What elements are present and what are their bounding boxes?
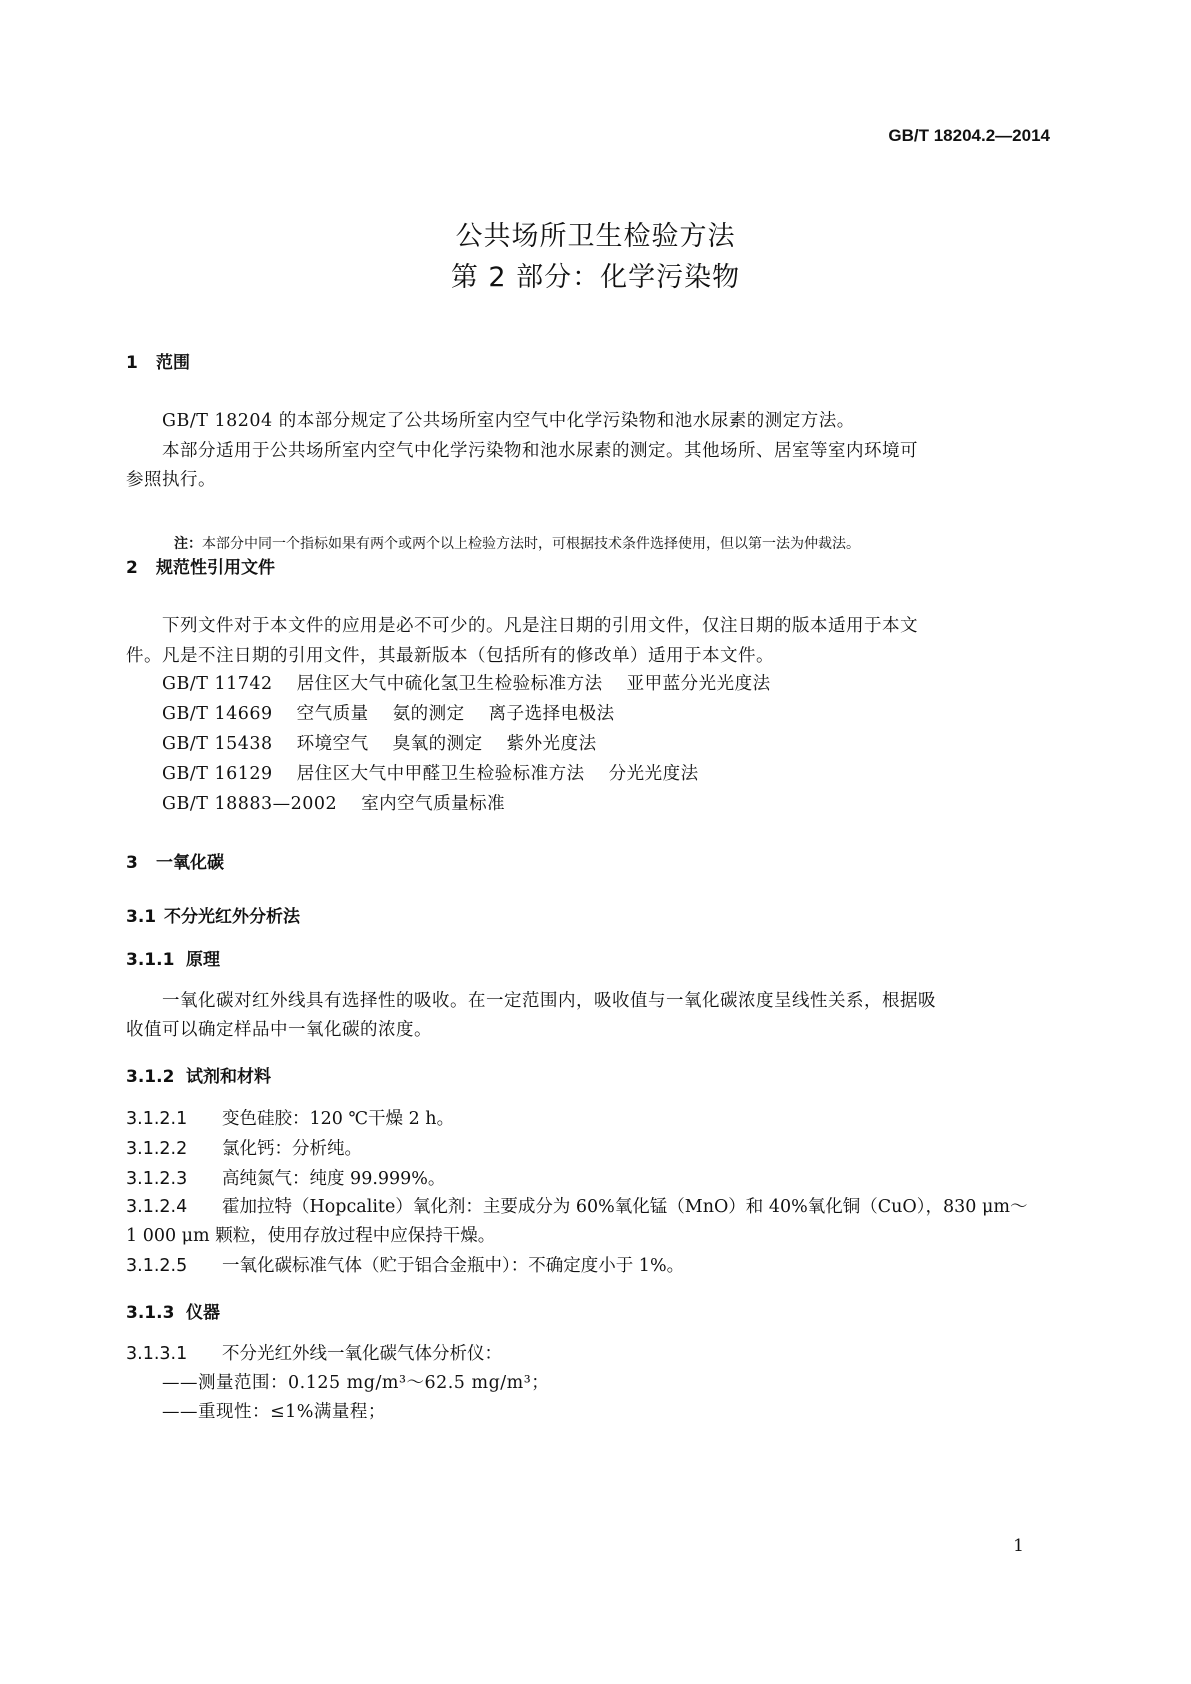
item-number: 3.1.2.3: [126, 1169, 188, 1189]
item-number: 3.1.2.4: [126, 1197, 188, 1217]
reference-title: 居住区大气中甲醛卫生检验标准方法: [296, 764, 585, 784]
paragraph: 收值可以确定样品中一氧化碳的浓度。: [126, 1020, 432, 1040]
paragraph: 本部分适用于公共场所室内空气中化学污染物和池水尿素的测定。其他场所、居室等室内环境可: [162, 441, 918, 461]
page-subtitle: 第 2 部分：化学污染物: [450, 262, 741, 293]
reference-code: GB/T 14669: [162, 704, 273, 724]
reference-item: [162, 700, 615, 725]
list-item: [126, 1340, 502, 1365]
section-number: 3.1.3: [126, 1303, 175, 1323]
note-label: 注：: [174, 536, 202, 552]
section-title: 规范性引用文件: [156, 558, 275, 578]
reference-item: [162, 730, 597, 755]
reference-title: 空气质量: [296, 704, 369, 724]
bullet-item: ——测量范围：0.125 mg/m³～62.5 mg/m³；: [162, 1373, 550, 1393]
reference-code: GB/T 11742: [162, 674, 273, 694]
section-title: 原理: [186, 950, 220, 970]
section-number: 3.1: [126, 907, 157, 927]
paragraph: GB/T 18204 的本部分规定了公共场所室内空气中化学污染物和池水尿素的测定方法。: [162, 411, 855, 431]
section-1-heading: [126, 348, 190, 373]
section-title: 试剂和材料: [186, 1067, 271, 1087]
reference-title: 紫外光度法: [506, 734, 597, 754]
item-text: 霍加拉特（Hopcalite）氧化剂：主要成分为 60%氧化锰（MnO）和 40%氧化铜（CuO），830 μm～: [222, 1197, 1028, 1217]
item-number: 3.1.2.5: [126, 1256, 188, 1276]
section-number: 3: [126, 853, 138, 873]
reference-code: GB/T 18883—2002: [162, 794, 338, 814]
section-number: 3.1.1: [126, 950, 175, 970]
item-text: 高纯氮气：纯度 99.999%。: [222, 1169, 446, 1189]
paragraph: 下列文件对于本文件的应用是必不可少的。凡是注日期的引用文件，仅注日期的版本适用于本文: [162, 616, 918, 636]
list-item-continuation: [126, 1222, 495, 1247]
section-title: 仪器: [186, 1303, 220, 1323]
section-number: 1: [126, 353, 138, 373]
section-number: 2: [126, 558, 138, 578]
list-item: [126, 1165, 445, 1190]
section-3-1-3-heading: [126, 1298, 220, 1323]
section-number: 3.1.2: [126, 1067, 175, 1087]
reference-code: GB/T 16129: [162, 764, 273, 784]
reference-title: 亚甲蓝分光光度法: [626, 674, 771, 694]
section-title: 范围: [156, 353, 190, 373]
page-number: 1: [1013, 1536, 1024, 1556]
item-number: 3.1.3.1: [126, 1344, 188, 1364]
reference-title: 居住区大气中硫化氢卫生检验标准方法: [296, 674, 603, 694]
reference-item: [162, 760, 699, 785]
item-text: 一氧化碳标准气体（贮于铝合金瓶中）：不确定度小于 1%。: [222, 1256, 685, 1276]
note-text: 本部分中同一个指标如果有两个或两个以上检验方法时，可根据技术条件选择使用，但以第一法为仲裁法。: [202, 536, 860, 552]
section-title: 不分光红外分析法: [164, 907, 300, 927]
section-3-1-1-heading: [126, 945, 220, 970]
section-2-heading: [126, 553, 275, 578]
list-item: [126, 1193, 1027, 1218]
section-title: 一氧化碳: [156, 853, 224, 873]
reference-code: GB/T 15438: [162, 734, 273, 754]
reference-item: [162, 790, 505, 815]
list-item: [126, 1105, 454, 1130]
section-3-1-2-heading: [126, 1062, 271, 1087]
item-text: 变色硅胶：120 ℃干燥 2 h。: [222, 1109, 455, 1129]
reference-title: 环境空气: [296, 734, 369, 754]
page-title: 公共场所卫生检验方法: [455, 221, 736, 252]
paragraph: 参照执行。: [126, 470, 216, 490]
list-item: [126, 1252, 684, 1277]
section-3-1-heading: [126, 902, 300, 927]
standard-number: GB/T 18204.2—2014: [888, 126, 1050, 145]
item-text: 氯化钙：分析纯。: [222, 1139, 362, 1159]
reference-title: 臭氧的测定: [392, 734, 483, 754]
reference-title: 氨的测定: [392, 704, 465, 724]
section-3-heading: [126, 848, 224, 873]
reference-item: [162, 670, 771, 695]
reference-title: 分光光度法: [608, 764, 699, 784]
paragraph: 一氧化碳对红外线具有选择性的吸收。在一定范围内，吸收值与一氧化碳浓度呈线性关系，根据吸: [162, 991, 936, 1011]
reference-title: 室内空气质量标准: [361, 794, 506, 814]
item-text: 不分光红外线一氧化碳气体分析仪：: [222, 1344, 502, 1364]
reference-title: 离子选择电极法: [488, 704, 615, 724]
note: [174, 533, 860, 553]
item-number: 3.1.2.1: [126, 1109, 188, 1129]
bullet-item: ——重现性：≤1%满量程；: [162, 1402, 386, 1422]
list-item: [126, 1135, 362, 1160]
item-text: 1 000 μm 颗粒，使用存放过程中应保持干燥。: [126, 1226, 496, 1246]
item-number: 3.1.2.2: [126, 1139, 188, 1159]
paragraph: 件。凡是不注日期的引用文件，其最新版本（包括所有的修改单）适用于本文件。: [126, 646, 774, 666]
